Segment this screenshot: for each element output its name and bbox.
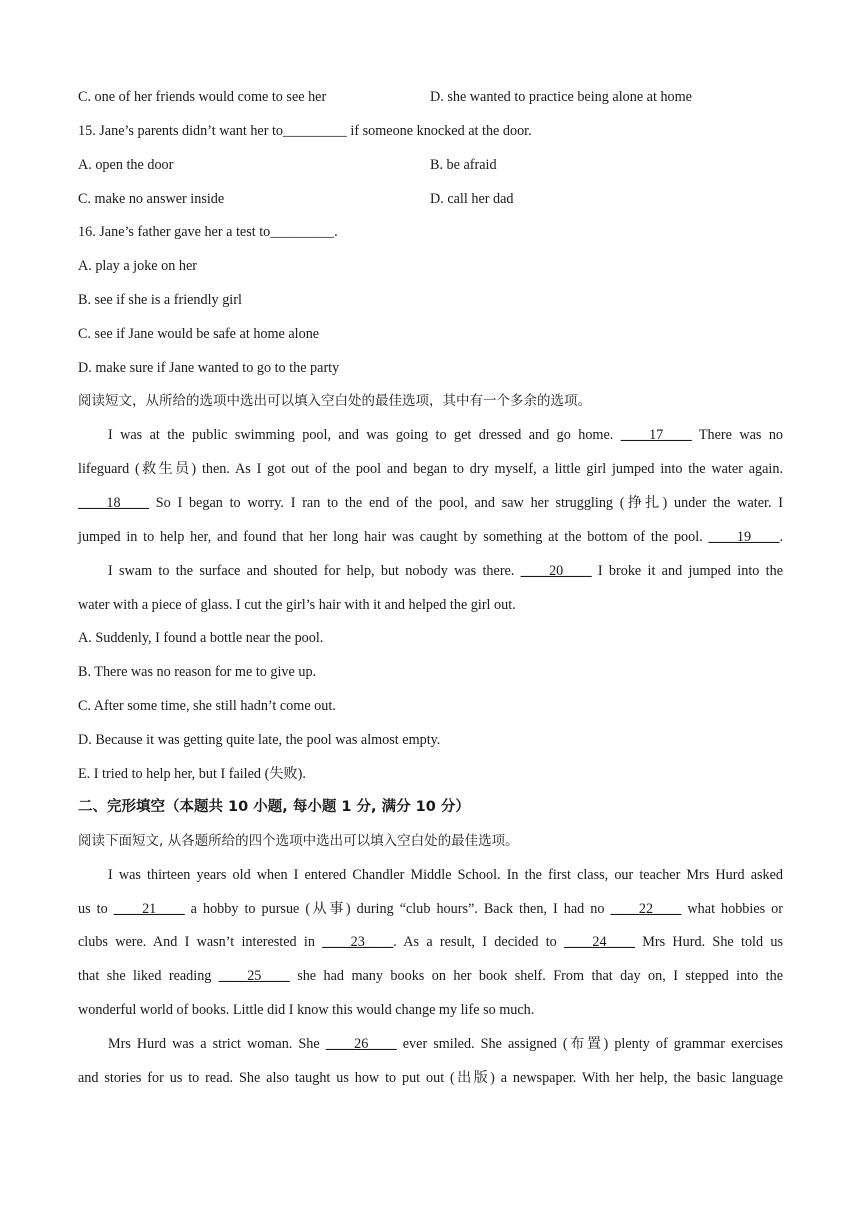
blank-25: ____25____ xyxy=(218,968,290,984)
reading-p2-line1: I swam to the surface and shouted for help, but nobody was there. ____20____ I broke it and jumped into the xyxy=(108,563,783,579)
reading-option-c: C. After some time, she still hadn’t come out. xyxy=(78,698,336,714)
cloze-p2-line1: Mrs Hurd was a strict woman. She ____26____ ever smiled. She assigned (布置) plenty of grammar exercises xyxy=(108,1036,783,1052)
reading-option-d: D. Because it was getting quite late, the pool was almost empty. xyxy=(78,732,441,748)
q15-stem: 15. Jane’s parents didn’t want her to_________ if someone knocked at the door. xyxy=(78,123,532,139)
q15-option-b: B. be afraid xyxy=(430,157,497,173)
cloze-p1-line1: I was thirteen years old when I entered Chandler Middle School. In the first class, our teacher Mrs Hurd asked xyxy=(108,867,783,883)
blank-26: ____26____ xyxy=(325,1036,397,1052)
reading-option-a: A. Suddenly, I found a bottle near the pool. xyxy=(78,630,324,646)
q16-option-a: A. play a joke on her xyxy=(78,258,197,274)
cloze-p1-line2: us to ____21____ a hobby to pursue (从事) during “club hours”. Back then, I had no ____22____ what hobbies or xyxy=(78,901,783,917)
blank-23: ____23____ xyxy=(322,934,394,950)
q16-option-b: B. see if she is a friendly girl xyxy=(78,292,242,308)
cloze-p1-line4: that she liked reading ____25____ she had many books on her book shelf. From that day on, I stepped into the xyxy=(78,968,783,984)
blank-22: ____22____ xyxy=(610,901,682,917)
reading-instruction: 阅读短文，从所给的选项中选出可以填入空白处的最佳选项，其中有一个多余的选项。 xyxy=(78,393,591,409)
cloze-p1-line3: clubs were. And I wasn’t interested in ____23____. As a result, I decided to ____24____ Mrs Hurd. She told us xyxy=(78,934,783,950)
blank-17: ____17____ xyxy=(620,427,692,443)
cloze-p2-line2: and stories for us to read. She also taught us how to put out (出版) a newspaper. With her help, the basic language xyxy=(78,1070,783,1086)
cloze-heading: 二、完形填空（本题共 10 小题, 每小题 1 分, 满分 10 分） xyxy=(78,799,470,815)
q15-option-c: C. make no answer inside xyxy=(78,191,225,207)
cloze-instruction: 阅读下面短文, 从各题所给的四个选项中选出可以填入空白处的最佳选项。 xyxy=(78,833,519,849)
reading-p2-line2: water with a piece of glass. I cut the girl’s hair with it and helped the girl out. xyxy=(78,597,516,613)
blank-19: ____19____ xyxy=(708,529,780,545)
q16-option-c: C. see if Jane would be safe at home alone xyxy=(78,326,320,342)
q16-option-d: D. make sure if Jane wanted to go to the party xyxy=(78,360,340,376)
reading-p1-line1: I was at the public swimming pool, and was going to get dressed and go home. ____17____ There was no xyxy=(108,427,784,443)
reading-option-e: E. I tried to help her, but I failed (失败). xyxy=(78,766,306,782)
reading-option-b: B. There was no reason for me to give up. xyxy=(78,664,317,680)
q14-option-c: C. one of her friends would come to see her xyxy=(78,89,327,105)
reading-p1-line4: jumped in to help her, and found that her long hair was caught by something at the bottom of the pool. ____19____. xyxy=(78,529,783,545)
q15-option-d: D. call her dad xyxy=(430,191,514,207)
q14-option-d: D. she wanted to practice being alone at home xyxy=(430,89,692,105)
reading-p1-line3: ____18____ So I began to worry. I ran to the end of the pool, and saw her struggling (挣扎) under the water. I xyxy=(78,495,783,511)
blank-21: ____21____ xyxy=(113,901,185,917)
q16-stem: 16. Jane’s father gave her a test to_________. xyxy=(78,224,338,240)
reading-p1-line2: lifeguard (救生员) then. As I got out of the pool and began to dry myself, a little girl jumped into the water again. xyxy=(78,461,783,477)
blank-20: ____20____ xyxy=(520,563,592,579)
blank-18: ____18____ xyxy=(78,495,149,511)
cloze-p1-line5: wonderful world of books. Little did I know this would change my life so much. xyxy=(78,1002,535,1018)
blank-24: ____24____ xyxy=(564,934,635,950)
q15-option-a: A. open the door xyxy=(78,157,174,173)
